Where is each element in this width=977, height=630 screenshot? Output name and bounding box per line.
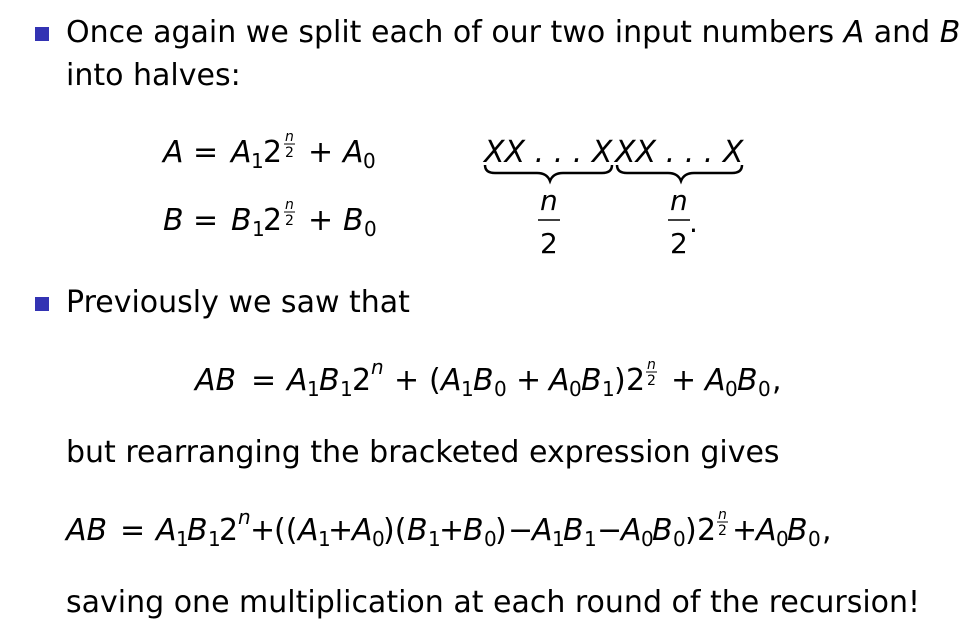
saving-text: saving one multiplication at each round of the recursion! <box>66 585 921 620</box>
digit-split-diagram <box>482 128 762 271</box>
svg-text:n: n <box>285 197 294 213</box>
svg-text:=: = <box>193 203 219 238</box>
svg-text:+: + <box>671 363 697 398</box>
svg-text:B: B <box>319 363 340 398</box>
svg-text:+: + <box>308 203 334 238</box>
svg-text:0: 0 <box>484 527 497 551</box>
svg-text:A: A <box>298 513 319 548</box>
svg-text:B: B <box>187 513 208 548</box>
svg-text:0: 0 <box>569 377 582 401</box>
svg-text:0: 0 <box>364 217 377 241</box>
svg-text:+: + <box>516 363 542 398</box>
svg-text:B: B <box>737 363 758 398</box>
svg-text:1: 1 <box>461 377 474 401</box>
svg-text:+: + <box>732 513 758 548</box>
math-var-a: A <box>843 15 865 50</box>
equation-a-svg <box>163 128 403 178</box>
bullet-1-line-2: into halves: <box>66 58 241 93</box>
svg-text:1: 1 <box>318 527 331 551</box>
svg-text:): ) <box>495 513 507 548</box>
svg-text:1: 1 <box>176 527 189 551</box>
right-fraction-denominator: 2 <box>670 227 688 260</box>
svg-text:,: , <box>772 363 782 398</box>
equation-b <box>163 196 403 254</box>
svg-text:B: B <box>463 513 484 548</box>
svg-text:+: + <box>328 513 354 548</box>
svg-text:A: A <box>156 513 177 548</box>
equation-b-svg <box>163 196 403 246</box>
svg-text:1: 1 <box>552 527 565 551</box>
right-fraction-numerator: n <box>670 184 688 217</box>
svg-text:AB: AB <box>195 363 237 398</box>
svg-text:1: 1 <box>251 149 264 173</box>
svg-text:2: 2 <box>697 513 717 548</box>
left-fraction-denominator: 2 <box>540 227 558 260</box>
svg-text:n: n <box>371 355 384 379</box>
svg-text:1: 1 <box>428 527 441 551</box>
svg-text:A: A <box>231 135 252 170</box>
svg-text:B: B <box>581 363 602 398</box>
rearranging-text: but rearranging the bracketed expression gives <box>66 435 780 470</box>
svg-text:=: = <box>251 363 277 398</box>
equation-ab-karatsuba-svg <box>66 502 946 557</box>
svg-text:A: A <box>532 513 553 548</box>
svg-text:+: + <box>394 363 420 398</box>
svg-text:B: B <box>343 203 364 238</box>
svg-text:0: 0 <box>641 527 654 551</box>
svg-text:B: B <box>231 203 252 238</box>
digit-split-svg <box>482 128 762 263</box>
svg-text:2: 2 <box>718 523 727 539</box>
equation-ab-original <box>195 352 835 415</box>
svg-text:+: + <box>439 513 465 548</box>
svg-text:A: A <box>343 135 364 170</box>
svg-text:): ) <box>685 513 697 548</box>
svg-text:+: + <box>250 513 276 548</box>
svg-text:2: 2 <box>352 363 372 398</box>
svg-text:1: 1 <box>602 377 615 401</box>
svg-text:n: n <box>238 505 251 529</box>
svg-text:(: ( <box>429 363 441 398</box>
svg-text:A: A <box>441 363 462 398</box>
svg-text:,: , <box>822 513 832 548</box>
svg-text:2: 2 <box>263 203 283 238</box>
svg-text:1: 1 <box>252 217 265 241</box>
svg-text:): ) <box>614 363 626 398</box>
svg-text:n: n <box>285 129 294 145</box>
svg-text:2: 2 <box>285 145 294 161</box>
bullet-1-line-1 <box>66 12 960 54</box>
svg-text:2: 2 <box>263 135 283 170</box>
svg-text:2: 2 <box>219 513 239 548</box>
equation-ab-karatsuba <box>66 502 946 565</box>
svg-text:.: . <box>689 206 698 239</box>
svg-text:0: 0 <box>673 527 686 551</box>
math-var-b: B <box>939 15 961 50</box>
svg-text:0: 0 <box>494 377 507 401</box>
svg-text:n: n <box>718 507 727 523</box>
svg-text:0: 0 <box>808 527 821 551</box>
svg-text:+: + <box>308 135 334 170</box>
svg-text:n: n <box>647 357 656 373</box>
split-right-digits: XX . . . X <box>615 135 744 170</box>
equation-a <box>163 128 403 186</box>
svg-text:AB: AB <box>66 513 108 548</box>
svg-text:B: B <box>563 513 584 548</box>
svg-text:=: = <box>193 135 219 170</box>
svg-text:A: A <box>287 363 308 398</box>
svg-text:1: 1 <box>307 377 320 401</box>
svg-text:−: − <box>508 513 534 548</box>
svg-text:A: A <box>756 513 777 548</box>
svg-text:B: B <box>407 513 428 548</box>
svg-text:1: 1 <box>340 377 353 401</box>
svg-text:2: 2 <box>285 213 294 229</box>
bullet-marker-2 <box>35 297 49 311</box>
svg-text:0: 0 <box>725 377 738 401</box>
svg-text:B: B <box>163 203 184 238</box>
svg-text:B: B <box>473 363 494 398</box>
svg-text:0: 0 <box>776 527 789 551</box>
svg-text:A: A <box>352 513 373 548</box>
left-fraction-numerator: n <box>540 184 558 217</box>
svg-text:0: 0 <box>363 149 376 173</box>
svg-text:A: A <box>163 135 184 170</box>
svg-text:1: 1 <box>208 527 221 551</box>
svg-text:−: − <box>597 513 623 548</box>
svg-text:0: 0 <box>372 527 385 551</box>
svg-text:2: 2 <box>647 373 656 389</box>
bullet-2-text: Previously we saw that <box>66 285 410 320</box>
equation-ab-original-svg <box>195 352 835 407</box>
svg-text:=: = <box>120 513 146 548</box>
svg-text:1: 1 <box>584 527 597 551</box>
bullet-1-text: Once again we split each of our two input numbers A and B <box>66 15 961 50</box>
svg-text:2: 2 <box>626 363 646 398</box>
svg-text:B: B <box>787 513 808 548</box>
svg-text:A: A <box>549 363 570 398</box>
svg-text:0: 0 <box>758 377 771 401</box>
svg-text:A: A <box>705 363 726 398</box>
split-left-digits: XX . . . X <box>484 135 613 170</box>
svg-text:)(: )( <box>383 513 407 548</box>
svg-text:((: (( <box>274 513 298 548</box>
bullet-marker-1 <box>35 27 49 41</box>
svg-text:B: B <box>652 513 673 548</box>
svg-text:A: A <box>621 513 642 548</box>
